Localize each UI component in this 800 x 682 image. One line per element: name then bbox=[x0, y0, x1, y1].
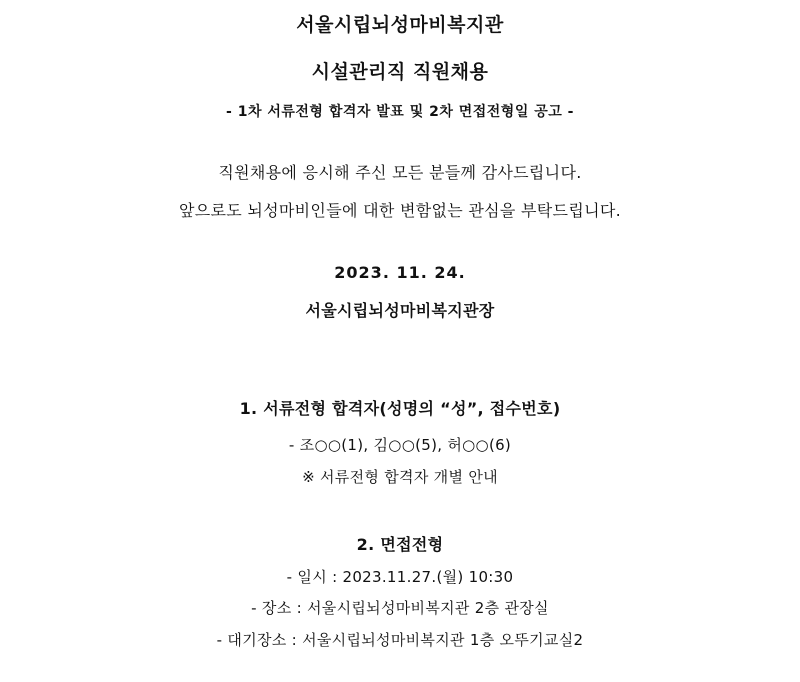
interview-date: - 일시 : 2023.11.27.(월) 10:30 bbox=[286, 568, 514, 586]
individual-notice-note: ※ 서류전형 합격자 개별 안내 bbox=[302, 468, 498, 486]
thanks-message-line-2: 앞으로도 뇌성마비인들에 대한 변함없는 관심을 부탁드립니다. bbox=[179, 201, 621, 220]
organization-title: 서울시립뇌성마비복지관 bbox=[296, 14, 504, 36]
thanks-message-line-1: 직원채용에 응시해 주신 모든 분들께 감사드립니다. bbox=[218, 163, 582, 182]
interview-waiting-place: - 대기장소 : 서울시립뇌성마비복지관 1층 오뚜기교실2 bbox=[216, 631, 584, 649]
section-interview-title: 2. 면접전형 bbox=[356, 535, 444, 554]
announcement-date: 2023. 11. 24. bbox=[334, 263, 466, 282]
passed-candidates-list: - 조○○(1), 김○○(5), 허○○(6) bbox=[288, 436, 512, 454]
job-title: 시설관리직 직원채용 bbox=[311, 61, 489, 83]
interview-place: - 장소 : 서울시립뇌성마비복지관 2층 관장실 bbox=[251, 599, 549, 617]
section-document-screening-title: 1. 서류전형 합격자(성명의 “성”, 접수번호) bbox=[239, 399, 561, 418]
signer-name: 서울시립뇌성마비복지관장 bbox=[305, 301, 495, 320]
notice-heading: - 1차 서류전형 합격자 발표 및 2차 면접전형일 공고 - bbox=[226, 104, 574, 120]
